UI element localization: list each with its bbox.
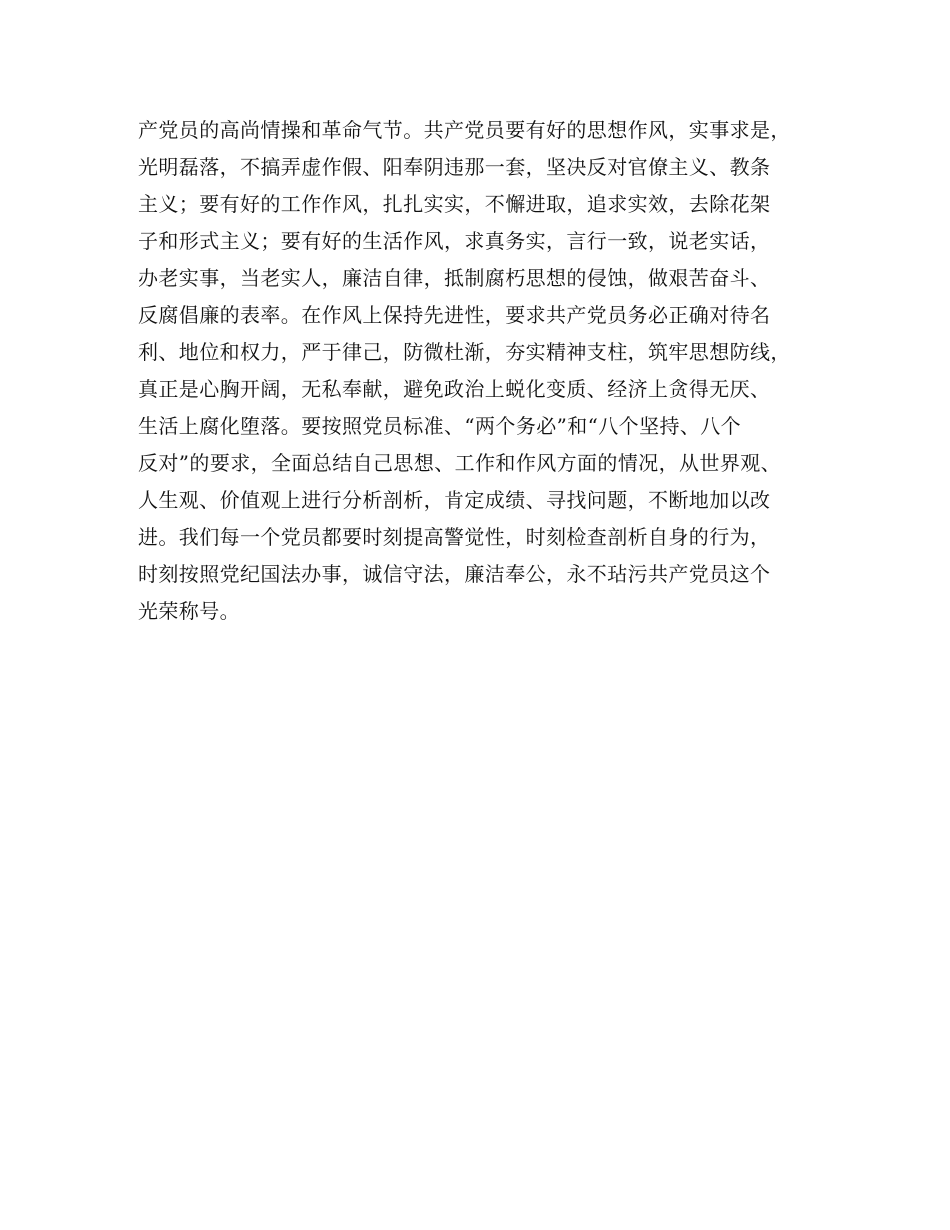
paragraph-line: 利、地位和权力，严于律己，防微杜渐，夯实精神支柱，筑牢思想防线， xyxy=(138,340,791,364)
paragraph-line: 反腐倡廉的表率。在作风上保持先进性，要求共产党员务必正确对待名 xyxy=(138,303,771,327)
paragraph-line: 反对”的要求，全面总结自己思想、工作和作风方面的情况，从世界观、 xyxy=(138,451,782,475)
paragraph-line: 人生观、价值观上进行分析剖析，肯定成绩、寻找问题，不断地加以改 xyxy=(138,488,771,512)
paragraph-line: 时刻按照党纪国法办事，诚信守法，廉洁奉公，永不玷污共产党员这个 xyxy=(138,562,771,586)
paragraph-line: 子和形式主义；要有好的生活作风，求真务实，言行一致，说老实话， xyxy=(138,229,771,253)
paragraph-line: 产党员的高尚情操和革命气节。共产党员要有好的思想作风，实事求是， xyxy=(138,118,791,142)
paragraph-line: 进。我们每一个党员都要时刻提高警觉性，时刻检查剖析自身的行为， xyxy=(138,525,771,549)
paragraph-line: 办老实事，当老实人，廉洁自律，抵制腐朽思想的侵蚀，做艰苦奋斗、 xyxy=(138,266,771,290)
paragraph-line: 生活上腐化堕落。要按照党员标准、“两个务必”和“八个坚持、八个 xyxy=(138,414,742,438)
paragraph-line: 光荣称号。 xyxy=(138,599,240,623)
body-paragraph xyxy=(138,112,838,630)
paragraph-line: 主义；要有好的工作作风，扎扎实实，不懈进取，追求实效，去除花架 xyxy=(138,192,771,216)
paragraph-line: 光明磊落，不搞弄虚作假、阳奉阴违那一套，坚决反对官僚主义、教条 xyxy=(138,155,771,179)
paragraph-line: 真正是心胸开阔，无私奉献，避免政治上蜕化变质、经济上贪得无厌、 xyxy=(138,377,771,401)
